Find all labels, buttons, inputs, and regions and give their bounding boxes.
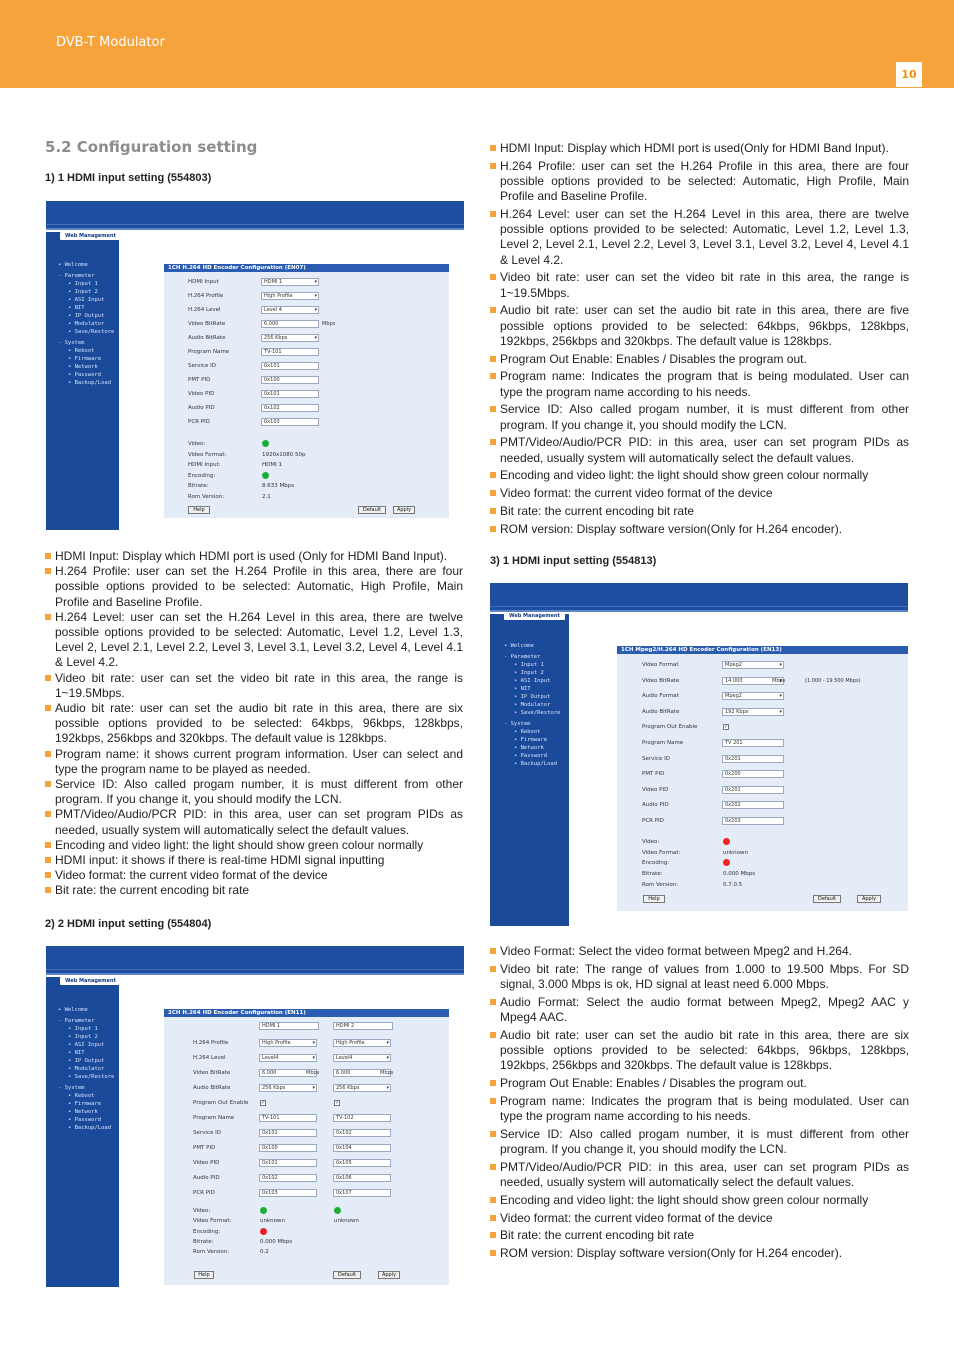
sidebar-item-input1[interactable]: • Input 1: [514, 662, 544, 668]
field-input[interactable]: 0x101: [261, 390, 319, 398]
list-item: Video bit rate: user can set the video bit rate in this area, the range is 1~19.5Mbps.: [45, 671, 463, 701]
field-input[interactable]: HDMI 1 ▾: [261, 278, 319, 286]
field-label: Program Name: [642, 740, 684, 746]
status-value: unknown: [723, 850, 748, 856]
field-label: Video BitRate: [193, 1070, 231, 1076]
sidebar-item-asi[interactable]: • ASI Input: [68, 1042, 105, 1048]
sidebar-item-welcome[interactable]: • Welcome: [58, 1007, 88, 1013]
sidebar-item-parameter[interactable]: - Parameter: [58, 1018, 95, 1024]
header-band: [46, 201, 464, 230]
field-label: Program Out Enable: [642, 724, 698, 730]
field-input-hdmi1[interactable]: High Profile ▾: [259, 1039, 317, 1047]
field-input[interactable]: Mpeg2 ▾: [722, 661, 784, 669]
list-item: Program Out Enable: Enables / Disables the program out.: [490, 1076, 909, 1091]
list-item: Video format: the current video format of the device: [490, 486, 909, 501]
status-value: HDMI 1: [262, 462, 282, 468]
panel-title: 2CH H.264 HD Encoder Configuration (EN11): [164, 1009, 449, 1017]
field-input-hdmi1[interactable]: 0x100: [259, 1144, 317, 1152]
header-band: [46, 946, 464, 975]
video-light-1: [260, 1207, 267, 1214]
status-label: Rom Version:: [188, 494, 225, 500]
status-label: Video:: [642, 839, 660, 845]
help-button[interactable]: Help: [194, 1271, 214, 1279]
status-value: 2.1: [262, 494, 271, 500]
checkbox-enable-1[interactable]: ✓: [261, 1100, 266, 1106]
status-label: Rom Version:: [642, 882, 679, 888]
field-label: Video PID: [193, 1160, 220, 1166]
sidebar-item-reboot[interactable]: • Reboot: [514, 729, 541, 735]
sidebar-item-welcome[interactable]: • Welcome: [504, 643, 534, 649]
list-item: PMT/Video/Audio/PCR PID: in this area, user can set program PIDs as needed, usually system will automatically select the default values.: [490, 1160, 909, 1190]
apply-button[interactable]: Apply: [857, 895, 881, 903]
status-label: Bitrate:: [188, 483, 209, 489]
sidebar-item-nit[interactable]: • NIT: [514, 686, 531, 692]
default-button[interactable]: Default: [813, 895, 841, 903]
sidebar-item-password[interactable]: • Password: [514, 753, 548, 759]
status-label: Video Format:: [193, 1218, 232, 1224]
encoding-light: [723, 859, 730, 866]
screenshot-2hdmi-554804: [46, 946, 464, 1287]
encoding-light: [260, 1228, 267, 1235]
field-label: Video PID: [642, 787, 669, 793]
status-value: 0.7.0.5: [723, 882, 743, 888]
help-button[interactable]: Help: [643, 895, 665, 903]
web-management-label: Web Management: [60, 977, 121, 985]
list-item: Audio bit rate: user can set the audio bit rate in this area, there are six possible options provided to be selected: 64kbps, 96kbps, 128kbps, 192kbps, 256kbps and 320kbps. The default value is 128kbps.: [490, 1028, 909, 1074]
video-light: [723, 838, 730, 845]
field-input[interactable]: 0x101: [261, 362, 319, 370]
status-value: 0.000 Mbps: [723, 871, 756, 877]
status-label: HDMI Input:: [188, 462, 221, 468]
field-input[interactable]: 192 Kbps ▾: [722, 708, 784, 716]
field-input[interactable]: 6.000: [261, 320, 319, 328]
sidebar-nav: [58, 262, 114, 387]
field-label: Video Format: [642, 662, 679, 668]
panel-title: 1CH H.264 HD Encoder Configuration (EN07): [164, 264, 449, 272]
field-label: PMT PID: [188, 377, 211, 383]
field-label: Audio BitRate: [642, 709, 680, 715]
sidebar-item-ip[interactable]: • IP Output: [514, 694, 551, 700]
status-label: Video Format:: [188, 452, 227, 458]
field-label: PCR PID: [193, 1190, 215, 1196]
sidebar-item-input2[interactable]: • Input 2: [68, 289, 98, 295]
field-label: H.264 Level: [193, 1055, 226, 1061]
sidebar-item-ip[interactable]: • IP Output: [68, 313, 105, 319]
list-item: Service ID: Also called progam number, it is must different from other program. If you change it, you should modify the LCN.: [45, 777, 463, 807]
checkbox-enable-2[interactable]: ✓: [335, 1100, 340, 1106]
sidebar-item-firmware[interactable]: • Firmware: [514, 737, 548, 743]
sidebar-item-input1[interactable]: • Input 1: [68, 1026, 98, 1032]
list-item: Service ID: Also called progam number, it is must different from other program. If you change it, you should modify the LCN.: [490, 1127, 909, 1157]
list-item: HDMI Input: Display which HDMI port is used(Only for HDMI Band Input).: [490, 141, 909, 156]
sidebar-item-system[interactable]: - System: [58, 340, 85, 346]
bullet-list-554804: [490, 141, 909, 540]
field-label: PCR PID: [188, 419, 210, 425]
range-label: (1.000 - 19.500 Mbps): [805, 678, 861, 684]
list-item: Program name: Indicates the program that is being modulated. User can type the program name according to his needs.: [490, 1094, 909, 1124]
sidebar-item-backup[interactable]: • Backup/Load: [68, 1125, 112, 1131]
list-item: Program Out Enable: Enables / Disables the program out.: [490, 352, 909, 367]
sidebar-item-system[interactable]: - System: [504, 721, 531, 727]
status-value: 8.633 Mbps: [262, 483, 295, 489]
apply-button[interactable]: Apply: [378, 1271, 400, 1279]
sidebar-item-ip[interactable]: • IP Output: [68, 1058, 105, 1064]
bullet-list-554813: [490, 944, 909, 1264]
field-input[interactable]: 0x202: [722, 801, 784, 809]
field-input[interactable]: 0x100: [261, 376, 319, 384]
list-item: Video bit rate: user can set the video bit rate in this area, the range is 1~19.5Mbps.: [490, 270, 909, 300]
status-light: [262, 440, 269, 447]
status-label: Video:: [193, 1208, 211, 1214]
field-input-hdmi2[interactable]: 0x106: [333, 1174, 391, 1182]
status-label: Video:: [188, 441, 206, 447]
field-input[interactable]: 0x200: [722, 770, 784, 778]
sidebar-item-network[interactable]: • Network: [514, 745, 544, 751]
status-label: Video Format:: [642, 850, 681, 856]
video-light-2: [334, 1207, 341, 1214]
field-label: PCR PID: [642, 818, 664, 824]
field-input-hdmi2[interactable]: TV-102: [333, 1114, 391, 1122]
field-label: Program Out Enable: [193, 1100, 249, 1106]
status-label: Encoding:: [188, 473, 216, 479]
field-input-hdmi2[interactable]: 6.000: [333, 1069, 391, 1077]
field-input[interactable]: 0x203: [722, 817, 784, 825]
column-header-hdmi1: HDMI 1: [259, 1022, 319, 1030]
status-label: Encoding:: [193, 1229, 221, 1235]
sidebar-item-input2[interactable]: • Input 2: [68, 1034, 98, 1040]
field-label: Audio PID: [642, 802, 669, 808]
bullet-list-554803: [45, 549, 463, 899]
field-label: Audio Format: [642, 693, 679, 699]
sidebar-item-reboot[interactable]: • Reboot: [68, 1093, 95, 1099]
list-item: Video format: the current video format of the device: [45, 868, 463, 883]
status-label: Bitrate:: [642, 871, 663, 877]
status-value: 0.000 Mbps: [260, 1239, 293, 1245]
field-input-hdmi1[interactable]: Level4 ▾: [259, 1054, 317, 1062]
sidebar-item-save[interactable]: • Save/Restore: [514, 710, 561, 716]
unit-label: Mbps: [380, 1070, 394, 1076]
field-input-hdmi1[interactable]: 256 Kbps ▾: [259, 1084, 317, 1092]
status-light: [262, 472, 269, 479]
list-item: Audio bit rate: user can set the audio bit rate in this area, there are six possible options provided to be selected: 64kbps, 96kbps, 128kbps, 192kbps, 256kbps and 320kbps. The default value is 128kbps.: [45, 701, 463, 747]
list-item: HDMI input: it shows if there is real-time HDMI signal inputting: [45, 853, 463, 868]
sidebar-item-firmware[interactable]: • Firmware: [68, 356, 102, 362]
field-input-hdmi1[interactable]: 0x101: [259, 1159, 317, 1167]
field-input[interactable]: TV 201: [722, 739, 784, 747]
subheading-3: 3) 1 HDMI input setting (554813): [490, 555, 657, 567]
unit-label: Mbps: [306, 1070, 320, 1076]
status-value: unknown: [334, 1218, 359, 1224]
list-item: Video format: the current video format of the device: [490, 1211, 909, 1226]
sidebar-item-mod[interactable]: • Modulator: [68, 321, 105, 327]
status-label: Encoding:: [642, 860, 670, 866]
field-input[interactable]: 14.000 ▾: [722, 677, 784, 685]
sidebar-item-backup[interactable]: • Backup/Load: [68, 380, 112, 386]
page-number: 10: [896, 62, 922, 87]
list-item: PMT/Video/Audio/PCR PID: in this area, user can set program PIDs as needed, usually system will automatically select the default values.: [45, 807, 463, 837]
header-band: [490, 583, 908, 612]
field-input-hdmi1[interactable]: 0x102: [259, 1174, 317, 1182]
subheading-1: 1) 1 HDMI input setting (554803): [45, 172, 212, 184]
list-item: Encoding and video light: the light should show green colour normally: [490, 468, 909, 483]
config-panel: [164, 1009, 449, 1285]
list-item: Service ID: Also called progam number, it is must different from other program. If you change it, you should modify the LCN.: [490, 402, 909, 432]
sidebar-item-parameter[interactable]: - Parameter: [504, 654, 541, 660]
field-label: Service ID: [193, 1130, 221, 1136]
status-value: unknown: [260, 1218, 285, 1224]
field-label: PMT PID: [193, 1145, 216, 1151]
sidebar-nav: [504, 643, 560, 768]
list-item: Video Format: Select the video format between Mpeg2 and H.264.: [490, 944, 909, 959]
screenshot-1hdmi-554813: [490, 583, 908, 926]
field-label: Program Name: [193, 1115, 235, 1121]
sidebar-item-save[interactable]: • Save/Restore: [68, 1074, 115, 1080]
list-item: Encoding and video light: the light should show green colour normally: [490, 1193, 909, 1208]
field-input-hdmi2[interactable]: 0x104: [333, 1144, 391, 1152]
field-input-hdmi2[interactable]: 0x102: [333, 1129, 391, 1137]
default-button[interactable]: Default: [358, 506, 386, 514]
sidebar-item-save[interactable]: • Save/Restore: [68, 329, 115, 335]
list-item: Audio bit rate: user can set the audio bit rate in this area, there are five possible options provided to be selected: 64kbps, 96kbps, 128kbps, 192kbps, 256kbps and 320kbps. The default value is 128kbps.: [490, 303, 909, 349]
sidebar-nav: [58, 1007, 114, 1132]
list-item: Encoding and video light: the light should show green colour normally: [45, 838, 463, 853]
screenshot-1hdmi-554803: [46, 201, 464, 530]
field-input[interactable]: Mpeg2 ▾: [722, 692, 784, 700]
sidebar-item-asi[interactable]: • ASI Input: [68, 297, 105, 303]
field-label: Audio BitRate: [188, 335, 226, 341]
field-label: H.264 Level: [188, 307, 221, 313]
list-item: Bit rate: the current encoding bit rate: [490, 504, 909, 519]
sidebar-item-asi[interactable]: • ASI Input: [514, 678, 551, 684]
list-item: Audio Format: Select the audio format between Mpeg2, Mpeg2 AAC y Mpeg4 AAC.: [490, 995, 909, 1025]
list-item: H.264 Level: user can set the H.264 Level in this area, there are twelve possible options provided to be selected: Automatic, Level 1.2, Level 1.3, Level 2, Level 2.1, Level 2.2, Level 3, Level 3.1, Level 3.2, Level 4, Level 4.1 & Level 4.2.: [490, 207, 909, 268]
panel-title: 1CH Mpeg2/H.264 HD Encoder Configuration (EN13): [617, 646, 908, 654]
field-input[interactable]: 0x201: [722, 755, 784, 763]
field-input[interactable]: 256 Kbps ▾: [261, 334, 319, 342]
sidebar-item-system[interactable]: - System: [58, 1085, 85, 1091]
field-input-hdmi2[interactable]: 0x107: [333, 1189, 391, 1197]
unit-label: Mbps: [322, 321, 336, 327]
field-label: H.264 Profile: [188, 293, 224, 299]
list-item: Video bit rate: The range of values from 1.000 to 19.500 Mbps. For SD signal, 3.000 Mbps is ok, HD signal at least need 6.000 Mbps.: [490, 962, 909, 992]
field-input[interactable]: 0x201: [722, 786, 784, 794]
sidebar-item-mod[interactable]: • Modulator: [68, 1066, 105, 1072]
sidebar-item-input1[interactable]: • Input 1: [68, 281, 98, 287]
status-value: 0.2: [260, 1249, 269, 1255]
sidebar-item-reboot[interactable]: • Reboot: [68, 348, 95, 354]
list-item: HDMI Input: Display which HDMI port is used (Only for HDMI Band Input).: [45, 549, 463, 564]
web-management-label: Web Management: [504, 612, 565, 620]
sidebar-item-network[interactable]: • Network: [68, 1109, 98, 1115]
status-value: 1920x1080 50p: [262, 452, 306, 458]
sidebar-item-parameter[interactable]: - Parameter: [58, 273, 95, 279]
field-label: Audio BitRate: [193, 1085, 231, 1091]
field-input-hdmi2[interactable]: 256 Kbps ▾: [333, 1084, 391, 1092]
field-input[interactable]: 0x103: [261, 418, 319, 426]
list-item: Bit rate: the current encoding bit rate: [490, 1228, 909, 1243]
field-label: Service ID: [642, 756, 670, 762]
status-label: Rom Version:: [193, 1249, 230, 1255]
field-label: PMT PID: [642, 771, 665, 777]
list-item: H.264 Profile: user can set the H.264 Profile in this area, there are four possible options provided to be selected: Automatic, High Profile, Main Profile and Baseline Profile.: [490, 159, 909, 205]
field-label: H.264 Profile: [193, 1040, 229, 1046]
sidebar-item-input2[interactable]: • Input 2: [514, 670, 544, 676]
default-button[interactable]: Default: [333, 1271, 361, 1279]
sidebar-item-nit[interactable]: • NIT: [68, 305, 85, 311]
field-input[interactable]: High Profile ▾: [261, 292, 319, 300]
list-item: ROM version: Display software version(Only for H.264 encoder).: [490, 522, 909, 537]
field-input-hdmi1[interactable]: TV-101: [259, 1114, 317, 1122]
field-label: Audio PID: [193, 1175, 220, 1181]
field-input[interactable]: 0x102: [261, 404, 319, 412]
field-input-hdmi2[interactable]: 0x105: [333, 1159, 391, 1167]
list-item: Program name: it shows current program information. User can select and type the program name to be played as needed.: [45, 747, 463, 777]
apply-button[interactable]: Apply: [393, 506, 415, 514]
list-item: H.264 Profile: user can set the H.264 Profile in this area, there are four possible options provided to be selected: Automatic, High Profile, Main Profile and Baseline Profile.: [45, 564, 463, 610]
field-input-hdmi2[interactable]: Level4 ▾: [333, 1054, 391, 1062]
checkbox-enable[interactable]: ✓: [724, 724, 729, 730]
list-item: Bit rate: the current encoding bit rate: [45, 883, 463, 898]
field-label: Video PID: [188, 391, 215, 397]
list-item: ROM version: Display software version(Only for H.264 encoder).: [490, 1246, 909, 1261]
field-input-hdmi2[interactable]: High Profile ▾: [333, 1039, 391, 1047]
section-title: 5.2 Configuration setting: [45, 138, 258, 156]
subheading-2: 2) 2 HDMI input setting (554804): [45, 918, 212, 930]
sidebar-item-nit[interactable]: • NIT: [68, 1050, 85, 1056]
list-item: Program name: Indicates the program that is being modulated. User can type the program name according to his needs.: [490, 369, 909, 399]
field-label: Video BitRate: [188, 321, 226, 327]
field-label: Video BitRate: [642, 678, 680, 684]
web-management-label: Web Management: [60, 232, 121, 240]
help-button[interactable]: Help: [188, 506, 210, 514]
sidebar-item-backup[interactable]: • Backup/Load: [514, 761, 558, 767]
sidebar-item-mod[interactable]: • Modulator: [514, 702, 551, 708]
document-title: DVB-T Modulator: [56, 35, 165, 50]
list-item: PMT/Video/Audio/PCR PID: in this area, user can set program PIDs as needed, usually system will automatically select the default values.: [490, 435, 909, 465]
list-item: H.264 Level: user can set the H.264 Level in this area, there are twelve possible options provided to be selected: Automatic, Level 1.2, Level 1.3, Level 2, Level 2.1, Level 2.2, Level 3, Level 3.1, Level 3.2, Level 4, Level 4.1 & Level 4.2.: [45, 610, 463, 671]
field-label: HDMI Input: [188, 279, 219, 285]
sidebar-item-network[interactable]: • Network: [68, 364, 98, 370]
sidebar-item-welcome[interactable]: • Welcome: [58, 262, 88, 268]
config-panel: [164, 264, 449, 518]
field-input[interactable]: TV-101: [261, 348, 319, 356]
field-input[interactable]: Level 4 ▾: [261, 306, 319, 314]
field-label: Audio PID: [188, 405, 215, 411]
field-label: Program Name: [188, 349, 230, 355]
config-panel: [617, 646, 908, 911]
field-label: Service ID: [188, 363, 216, 369]
sidebar-item-password[interactable]: • Password: [68, 1117, 102, 1123]
field-input-hdmi1[interactable]: 0x103: [259, 1189, 317, 1197]
column-header-hdmi2: HDMI 2: [333, 1022, 393, 1030]
sidebar-item-firmware[interactable]: • Firmware: [68, 1101, 102, 1107]
unit-label: Mbps: [772, 678, 786, 684]
status-label: Bitrate:: [193, 1239, 214, 1245]
field-input-hdmi1[interactable]: 6.000: [259, 1069, 317, 1077]
sidebar-item-password[interactable]: • Password: [68, 372, 102, 378]
field-input-hdmi1[interactable]: 0x101: [259, 1129, 317, 1137]
